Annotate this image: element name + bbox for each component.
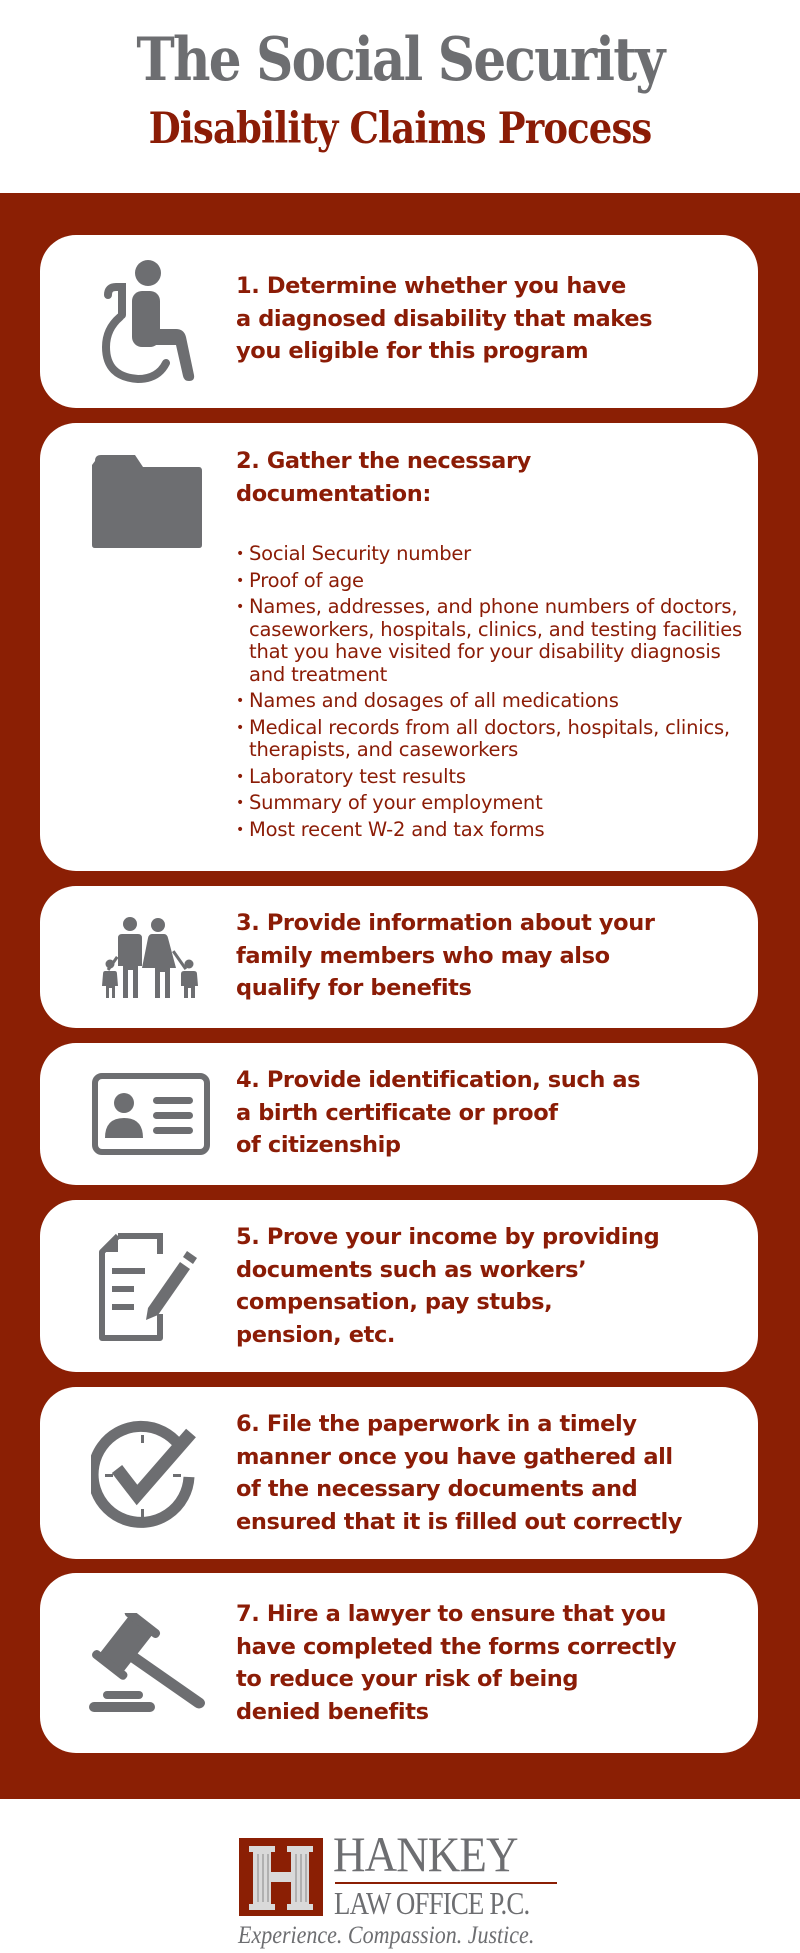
gavel-icon	[85, 1613, 211, 1717]
step-card-3	[40, 886, 758, 1028]
document-pen-icon	[98, 1232, 208, 1346]
step-card-1	[40, 235, 758, 408]
step-card-7	[40, 1573, 758, 1753]
step-text: 4. Provide identification, such as a birth certificate or proof of citizenship	[236, 1067, 641, 1158]
list-item: • Laboratory test results	[236, 766, 748, 789]
logo-name: HANKEY	[333, 1826, 518, 1882]
documentation-list	[236, 543, 748, 845]
step-text: 1. Determine whether you have a diagnosed disability that makes you eligible for this program	[236, 273, 653, 364]
logo-pillar-icon	[239, 1838, 323, 1916]
page-subtitle: Disability Claims Process	[148, 104, 652, 154]
header	[0, 0, 800, 193]
step-text: 2. Gather the necessary documentation:	[236, 448, 531, 507]
step-text: 3. Provide information about your family members who may also qualify for benefits	[236, 910, 655, 1001]
step-text: 6. File the paperwork in a timely manner once you have gathered all of the necessary documents and ensured that it is filled out correctly	[236, 1411, 683, 1535]
list-item: • Most recent W-2 and tax forms	[236, 819, 748, 842]
list-item: • Names, addresses, and phone numbers of doctors, caseworkers, hospitals, clinics, and testing facilities that you have visited for your disability diagnosis and treatment	[236, 596, 748, 686]
footer	[0, 1799, 800, 1953]
page-title: The Social Security	[136, 25, 664, 95]
family-icon	[100, 916, 208, 1004]
tagline: Experience. Compassion. Justice.	[238, 1922, 535, 1949]
list-item: • Summary of your employment	[236, 792, 748, 815]
list-item: • Proof of age	[236, 570, 748, 593]
folder-icon	[91, 453, 203, 553]
step-text: 5. Prove your income by providing documents such as workers’ compensation, pay stubs, pension, etc.	[236, 1224, 660, 1348]
logo-subtitle: LAW OFFICE P.C.	[334, 1885, 530, 1921]
step-card-6	[40, 1387, 758, 1559]
step-card-2	[40, 423, 758, 871]
step-text: 7. Hire a lawyer to ensure that you have completed the forms correctly to reduce your risk of being denied benefits	[236, 1601, 677, 1725]
id-card-icon	[91, 1072, 211, 1160]
wheelchair-icon	[100, 259, 200, 387]
step-card-4	[40, 1043, 758, 1185]
step-card-5	[40, 1200, 758, 1372]
clock-check-icon	[91, 1417, 203, 1533]
logo-divider	[335, 1882, 557, 1884]
list-item: • Names and dosages of all medications	[236, 690, 748, 713]
list-item: • Medical records from all doctors, hospitals, clinics, therapists, and caseworkers	[236, 717, 748, 762]
list-item: • Social Security number	[236, 543, 748, 566]
